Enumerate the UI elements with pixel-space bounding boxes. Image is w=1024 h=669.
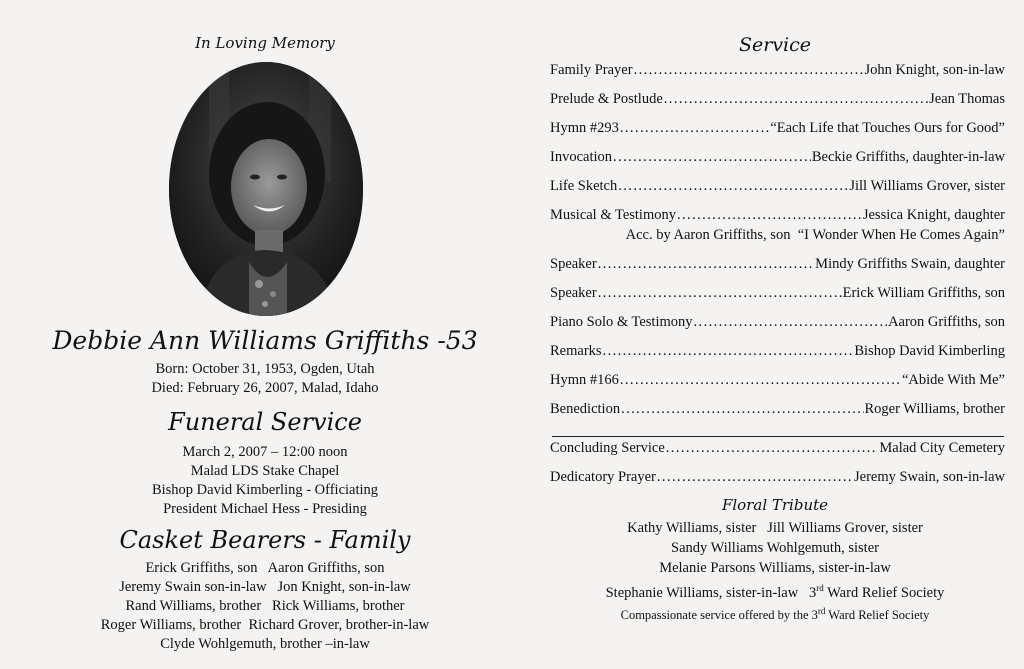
- program-row: [550, 401, 1005, 418]
- funeral-details: [0, 443, 530, 519]
- program-label: Hymn #293: [550, 120, 619, 136]
- program-value: Jessica Knight, daughter: [862, 207, 1005, 223]
- funeral-line: Malad LDS Stake Chapel: [190, 463, 340, 479]
- portrait-photo: [169, 62, 363, 316]
- program-row: [550, 372, 1005, 389]
- concluding-row: [550, 469, 1005, 486]
- leader-dots: [664, 91, 928, 108]
- casket-line: Clyde Wohlgemuth, brother –in-law: [160, 636, 370, 652]
- program-value: Jean Thomas: [929, 91, 1005, 107]
- in-loving-memory-heading: In Loving Memory: [195, 34, 335, 52]
- program-row: [550, 343, 1005, 360]
- leader-dots: [621, 401, 863, 418]
- program-label: Musical & Testimony: [550, 207, 676, 223]
- program-value: “Abide With Me”: [901, 372, 1005, 388]
- concluding-row: [550, 440, 1005, 457]
- funeral-service-heading: Funeral Service: [168, 408, 362, 436]
- leader-dots: [677, 207, 862, 224]
- leader-dots: [657, 469, 853, 486]
- program-value: Beckie Griffiths, daughter-in-law: [811, 149, 1005, 165]
- leader-dots: [603, 343, 854, 360]
- program-value: Jill Williams Grover, sister: [849, 178, 1005, 194]
- accompaniment-line: Acc. by Aaron Griffiths, son “I Wonder When He Comes Again”: [625, 227, 1005, 243]
- leader-dots: [694, 314, 888, 331]
- program-label: Benediction: [550, 401, 621, 417]
- deceased-name: Debbie Ann Williams Griffiths -53: [52, 326, 478, 355]
- program-row: [550, 207, 1005, 224]
- casket-line: Erick Griffiths, son Aaron Griffiths, son: [145, 560, 385, 576]
- portrait-image: [169, 62, 363, 316]
- leader-dots: [666, 440, 879, 457]
- died-line: Died: February 26, 2007, Malad, Idaho: [151, 380, 379, 396]
- program-label: Prelude & Postlude: [550, 91, 663, 107]
- program-value: Bishop David Kimberling: [854, 343, 1005, 359]
- leader-dots: [613, 149, 811, 166]
- program-value: “Each Life that Touches Ours for Good”: [770, 120, 1005, 136]
- program-row: [550, 178, 1005, 195]
- program-row: [550, 91, 1005, 108]
- program-label: Piano Solo & Testimony: [550, 314, 693, 330]
- birth-death-info: [0, 360, 530, 398]
- floral-line: [540, 578, 1010, 603]
- compassionate-service-note: [540, 606, 1010, 623]
- program-label: Remarks: [550, 343, 602, 359]
- leader-dots: [618, 178, 848, 195]
- born-line: Born: October 31, 1953, Ogden, Utah: [155, 361, 375, 377]
- floral-tribute-heading: Floral Tribute: [721, 496, 829, 514]
- divider-line: [552, 436, 1004, 437]
- ordinal-suffix: rd: [817, 606, 826, 616]
- concluding-value: Malad City Cemetery: [879, 440, 1005, 456]
- funeral-line: President Michael Hess - Presiding: [163, 501, 367, 517]
- program-label: Family Prayer: [550, 62, 633, 78]
- casket-bearers-heading: Casket Bearers - Family: [119, 526, 411, 554]
- program-label: Life Sketch: [550, 178, 618, 194]
- casket-bearers-list: [0, 559, 530, 654]
- casket-line: Jeremy Swain son-in-law Jon Knight, son-in-law: [119, 579, 411, 595]
- compass-text: Ward Relief Society: [825, 608, 930, 623]
- program-row: [550, 62, 1005, 79]
- ordinal-suffix: rd: [816, 583, 824, 593]
- program-row: [550, 256, 1005, 273]
- funeral-line: Bishop David Kimberling - Officiating: [151, 482, 379, 498]
- concluding-value: Jeremy Swain, son-in-law: [853, 469, 1005, 485]
- compass-text: Compassionate service offered by the 3: [620, 608, 818, 623]
- floral-line: Melanie Parsons Williams, sister-in-law: [659, 560, 891, 576]
- program-value: Roger Williams, brother: [864, 401, 1005, 417]
- leader-dots: [620, 120, 769, 137]
- program-row: [550, 285, 1005, 302]
- concluding-label: Concluding Service: [550, 440, 665, 456]
- floral-tribute-list: [540, 518, 1010, 603]
- leader-dots: [598, 285, 842, 302]
- program-label: Invocation: [550, 149, 613, 165]
- floral-line: Kathy Williams, sister Jill Williams Grover, sister: [627, 520, 923, 536]
- concluding-label: Dedicatory Prayer: [550, 469, 656, 485]
- program-row: [550, 149, 1005, 166]
- casket-line: Rand Williams, brother Rick Williams, brother: [125, 598, 405, 614]
- leader-dots: [620, 372, 901, 389]
- program-label: Hymn #166: [550, 372, 619, 388]
- program-row: [550, 120, 1005, 137]
- service-heading: Service: [738, 34, 812, 56]
- program-label: Speaker: [550, 256, 597, 272]
- funeral-line: March 2, 2007 – 12:00 noon: [182, 444, 348, 460]
- program-value: Aaron Griffiths, son: [888, 314, 1005, 330]
- right-panel: [540, 0, 1010, 669]
- floral-line-text: Stephanie Williams, sister-in-law 3: [605, 584, 817, 601]
- leader-dots: [634, 62, 864, 79]
- floral-line: Sandy Williams Wohlgemuth, sister: [671, 540, 879, 556]
- program-value: Mindy Griffiths Swain, daughter: [815, 256, 1005, 272]
- program-row: [550, 314, 1005, 331]
- program-value: John Knight, son-in-law: [864, 62, 1005, 78]
- floral-line-text: Ward Relief Society: [823, 584, 945, 601]
- leader-dots: [598, 256, 814, 273]
- program-label: Speaker: [550, 285, 597, 301]
- casket-line: Roger Williams, brother Richard Grover, brother-in-law: [100, 617, 430, 633]
- program-value: Erick William Griffiths, son: [842, 285, 1005, 301]
